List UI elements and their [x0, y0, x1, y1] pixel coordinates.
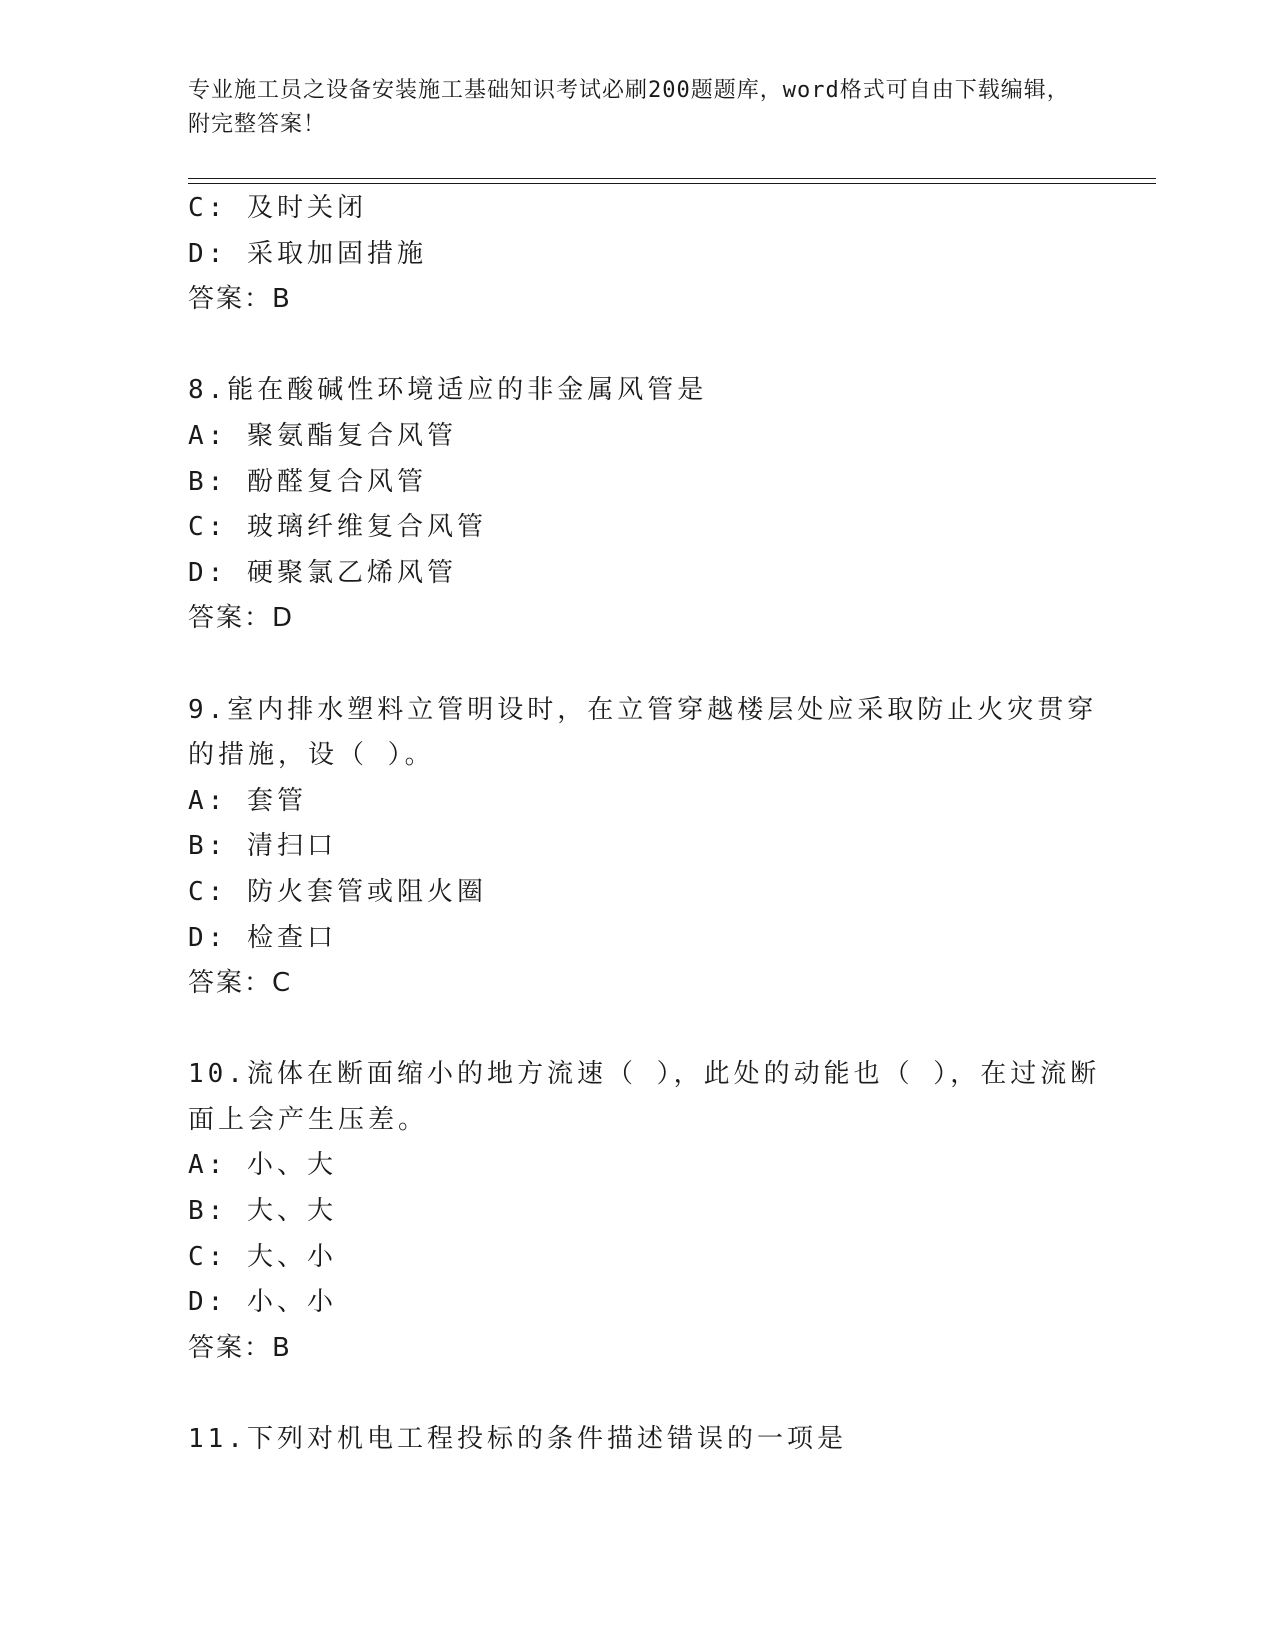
question-stem-line-2: 的措施，设（ ）。: [188, 740, 435, 771]
question-stem: 11.下列对机电工程投标的条件描述错误的一项是: [188, 1424, 847, 1455]
spacer: [188, 1007, 1088, 1053]
question-10: [188, 1052, 1101, 1371]
option-c: C: 大、小: [188, 1241, 337, 1272]
option-d: D: 检查口: [188, 922, 337, 953]
spacer: [188, 1371, 1088, 1417]
question-stem-line-2: 面上会产生压差。: [188, 1104, 429, 1135]
option-b: B: 酚醛复合风管: [188, 466, 427, 497]
question-stem-line-1: 9.室内排水塑料立管明设时，在立管穿越楼层处应采取防止火灾贯穿: [188, 694, 1098, 725]
option-d: D: 采取加固措施: [188, 238, 427, 269]
question-9: [188, 688, 1098, 1007]
option-c: C: 玻璃纤维复合风管: [188, 512, 487, 543]
question-stem: 8.能在酸碱性环境适应的非金属风管是: [188, 375, 708, 406]
option-b: B: 清扫口: [188, 831, 337, 862]
question-stem-line-1: 10.流体在断面缩小的地方流速（ ），此处的动能也（ ），在过流断: [188, 1059, 1101, 1090]
header-rule-bottom: [188, 183, 1156, 184]
spacer: [188, 323, 1088, 369]
question-7-tail: [188, 186, 1088, 323]
option-a: A: 小、大: [188, 1150, 337, 1181]
answer-line: 答案：D: [188, 603, 295, 634]
question-8: [188, 368, 1088, 642]
option-c: C: 防火套管或阻火圈: [188, 876, 487, 907]
answer-line: 答案：C: [188, 968, 293, 999]
answer-line: 答案：B: [188, 284, 292, 315]
spacer: [188, 642, 1088, 688]
option-c: C: 及时关闭: [188, 193, 367, 223]
option-b: B: 大、大: [188, 1196, 337, 1227]
option-a: A: 聚氨酯复合风管: [188, 420, 457, 451]
option-d: D: 小、小: [188, 1287, 337, 1318]
answer-line: 答案：B: [188, 1332, 292, 1363]
question-content: [188, 186, 1101, 1463]
option-a: A: 套管: [188, 785, 307, 816]
option-d: D: 硬聚氯乙烯风管: [188, 557, 457, 588]
header-rule-top: [188, 178, 1156, 179]
question-11: [188, 1417, 1088, 1463]
document-header: 专业施工员之设备安装施工基础知识考试必刷200题题库，word格式可自由下载编辑，附完整答案！: [188, 78, 1070, 137]
